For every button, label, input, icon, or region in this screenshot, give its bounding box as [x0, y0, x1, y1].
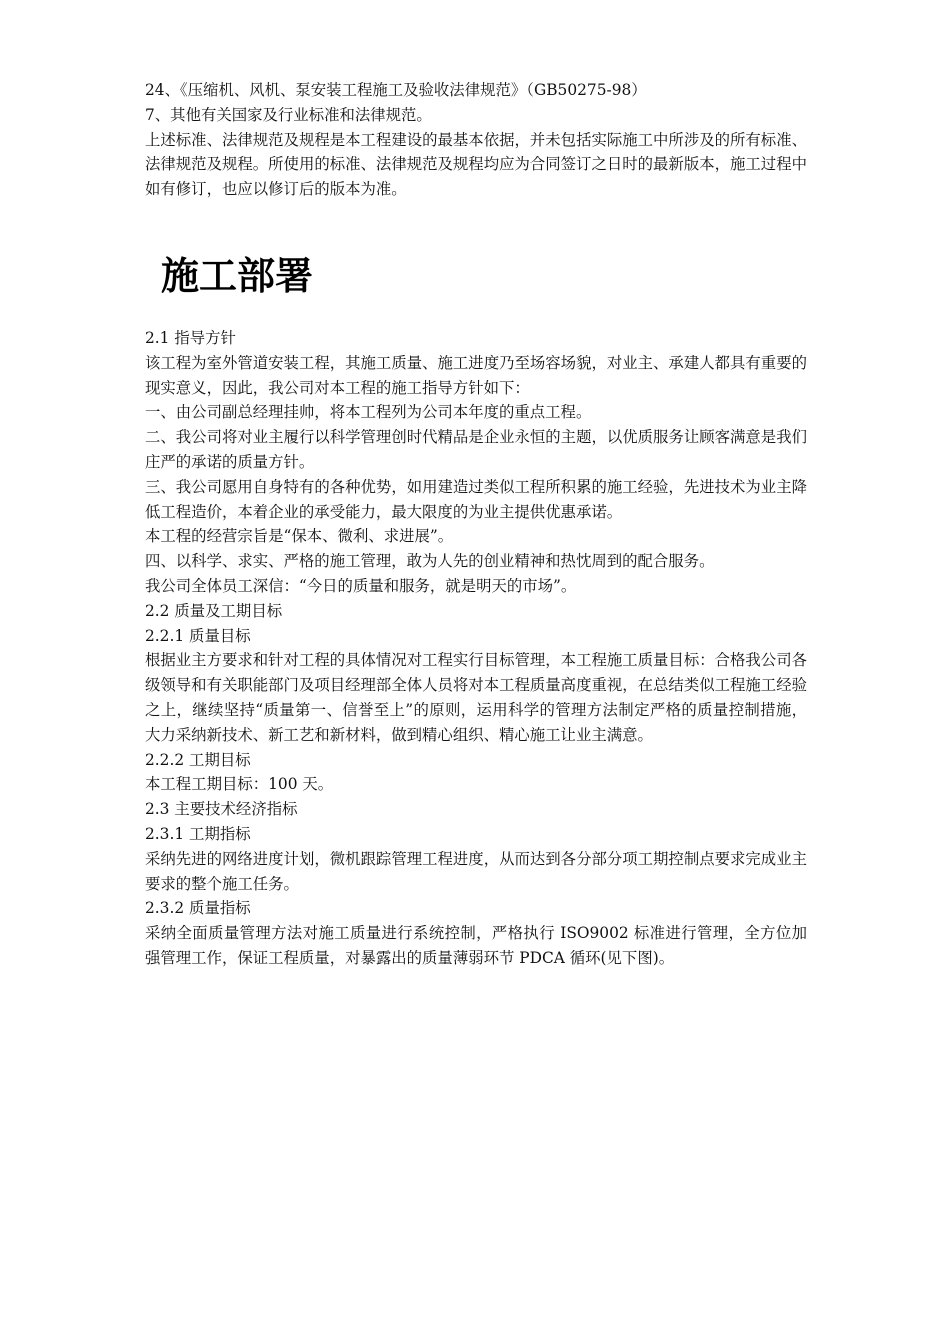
section-heading: 施工部署 — [161, 253, 314, 298]
policy-item-4: 四、以科学、求实、严格的施工管理，敢为人先的创业精神和热忱周到的配合服务。 — [145, 552, 715, 571]
subsection-title-2-3-1: 2.3.1 工期指标 — [145, 824, 251, 843]
paragraph-quality-target: 根据业主方要求和针对工程的具体情况对工程实行目标管理，本工程施工质量目标：合格我公司各级领导和有关职能部门及项目经理部全体人员将对本工程质量高度重视，在总结类似工程施工经验之上，继续坚持“质量第一、信誉至上”的原则，运用科学的管理方法制定严格的质量控制措施，大力采纳新技术、新工艺和新材料，做到精心组织、精心施工让业主满意。 — [145, 651, 807, 744]
standard-item-7: 7、其他有关国家及行业标准和法律规范。 — [145, 105, 432, 124]
policy-item-3: 三、我公司愿用自身特有的各种优势，如用建造过类似工程所积累的施工经验，先进技术为业主降低工程造价，本着企业的承受能力，最大限度的为业主提供优惠承诺。 — [145, 477, 807, 521]
document-page — [145, 78, 807, 971]
subsection-title-2-3-2: 2.3.2 质量指标 — [145, 899, 251, 918]
policy-item-2: 二、我公司将对业主履行以科学管理创时代精品是企业永恒的主题，以优质服务让顾客满意是我们庄严的承诺的质量方针。 — [145, 428, 807, 471]
subsection-title-2-2-1: 2.2.1 质量目标 — [145, 626, 251, 645]
subsection-title-2-2-2: 2.2.2 工期目标 — [145, 750, 251, 769]
subsection-title-2-3: 2.3 主要技术经济指标 — [145, 800, 298, 819]
business-tenet: 本工程的经营宗旨是“保本、微利、求进展”。 — [145, 527, 454, 546]
subsection-title-2-1: 2.1 指导方针 — [145, 328, 236, 347]
paragraph-duration-index: 采纳先进的网络进度计划，微机跟踪管理工程进度，从而达到各分部分项工期控制点要求完成业主要求的整个施工任务。 — [145, 849, 807, 893]
standard-item-24: 24、《压缩机、风机、泵安装工程施工及验收法律规范》（GB50275-98） — [145, 81, 647, 99]
subsection-title-2-2: 2.2 质量及工期目标 — [145, 601, 283, 620]
standards-note: 上述标准、法律规范及规程是本工程建设的最基本依据，并未包括实际施工中所涉及的所有标准、法律规范及规程。所使用的标准、法律规范及规程均应为合同签订之日时的最新版本，施工过程中如有修订，也应以修订后的版本为准。 — [145, 130, 807, 199]
paragraph-intro: 该工程为室外管道安装工程，其施工质量、施工进度乃至场容场貌，对业主、承建人都具有重要的现实意义，因此，我公司对本工程的施工指导方针如下： — [145, 353, 807, 397]
paragraph-quality-index: 采纳全面质量管理方法对施工质量进行系统控制，严格执行 ISO9002 标准进行管理，全方位加强管理工作，保证工程质量，对暴露出的质量薄弱环节 PDCA 循环(见下图)。 — [145, 924, 807, 967]
staff-belief: 我公司全体员工深信：“今日的质量和服务，就是明天的市场”。 — [145, 576, 577, 595]
policy-item-1: 一、由公司副总经理挂帅，将本工程列为公司本年度的重点工程。 — [145, 403, 592, 422]
paragraph-duration-target: 本工程工期目标：100 天。 — [145, 775, 334, 794]
